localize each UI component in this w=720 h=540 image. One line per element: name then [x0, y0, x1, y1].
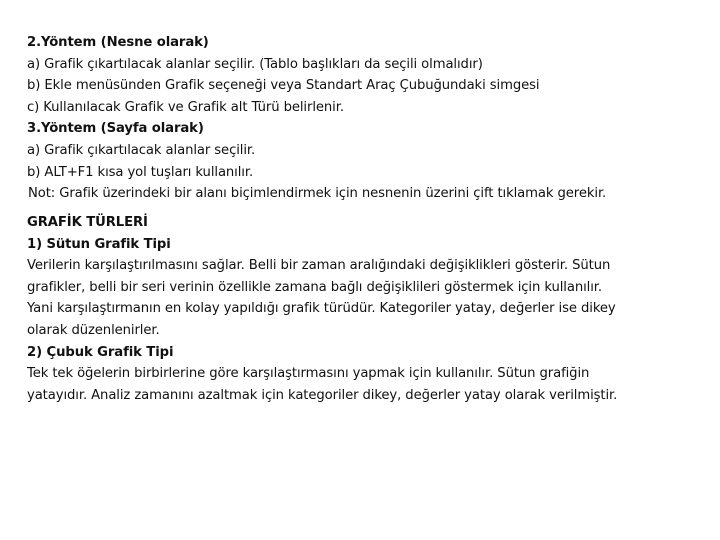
method-3-step-a: a) Grafik çıkartılacak alanlar seçilir.: [27, 142, 256, 158]
column-chart-description-line: Yani karşılaştırmanın en kolay yapıldığı grafik türüdür. Kategoriler yatay, değerler ise dikey: [27, 301, 616, 317]
note-text: Not: Grafik üzerindeki bir alanı biçimlendirmek için nesnenin üzerini çift tıklamak gerekir.: [28, 186, 607, 202]
column-chart-description-line: olarak düzenlenirler.: [27, 322, 160, 338]
method-3-heading: 3.Yöntem (Sayfa olarak): [27, 121, 204, 137]
method-3-step-b: b) ALT+F1 kısa yol tuşları kullanılır.: [27, 164, 254, 180]
column-chart-description-line: grafikler, belli bir seri verinin özellikle zamana bağlı değişiklileri göstermek için kullanılır.: [27, 279, 602, 295]
bar-chart-heading: 2) Çubuk Grafik Tipi: [27, 344, 174, 360]
column-chart-heading: 1) Sütun Grafik Tipi: [27, 236, 171, 252]
method-2-step-b: b) Ekle menüsünden Grafik seçeneği veya Standart Araç Çubuğundaki simgesi: [27, 78, 540, 94]
chart-types-text: [27, 212, 707, 406]
chart-creation-methods-text: [27, 32, 707, 205]
bar-chart-description-line: yatayıdır. Analiz zamanını azaltmak için kategoriler dikey, değerler yatay olarak verilmiştir.: [27, 387, 618, 403]
column-chart-description-line: Verilerin karşılaştırılmasını sağlar. Belli bir zaman aralığındaki değişiklikleri gösterir. Sütun: [27, 258, 611, 274]
method-2-heading: 2.Yöntem (Nesne olarak): [27, 35, 209, 50]
chart-types-heading: GRAFİK TÜRLERİ: [27, 215, 148, 230]
method-2-step-a: a) Grafik çıkartılacak alanlar seçilir. (Tablo başlıkları da seçili olmalıdır): [27, 56, 483, 72]
method-2-step-c: c) Kullanılacak Grafik ve Grafik alt Türü belirlenir.: [27, 99, 344, 115]
bar-chart-description-line: Tek tek öğelerin birbirlerine göre karşılaştırmasını yapmak için kullanılır. Sütun grafiğin: [27, 366, 590, 382]
